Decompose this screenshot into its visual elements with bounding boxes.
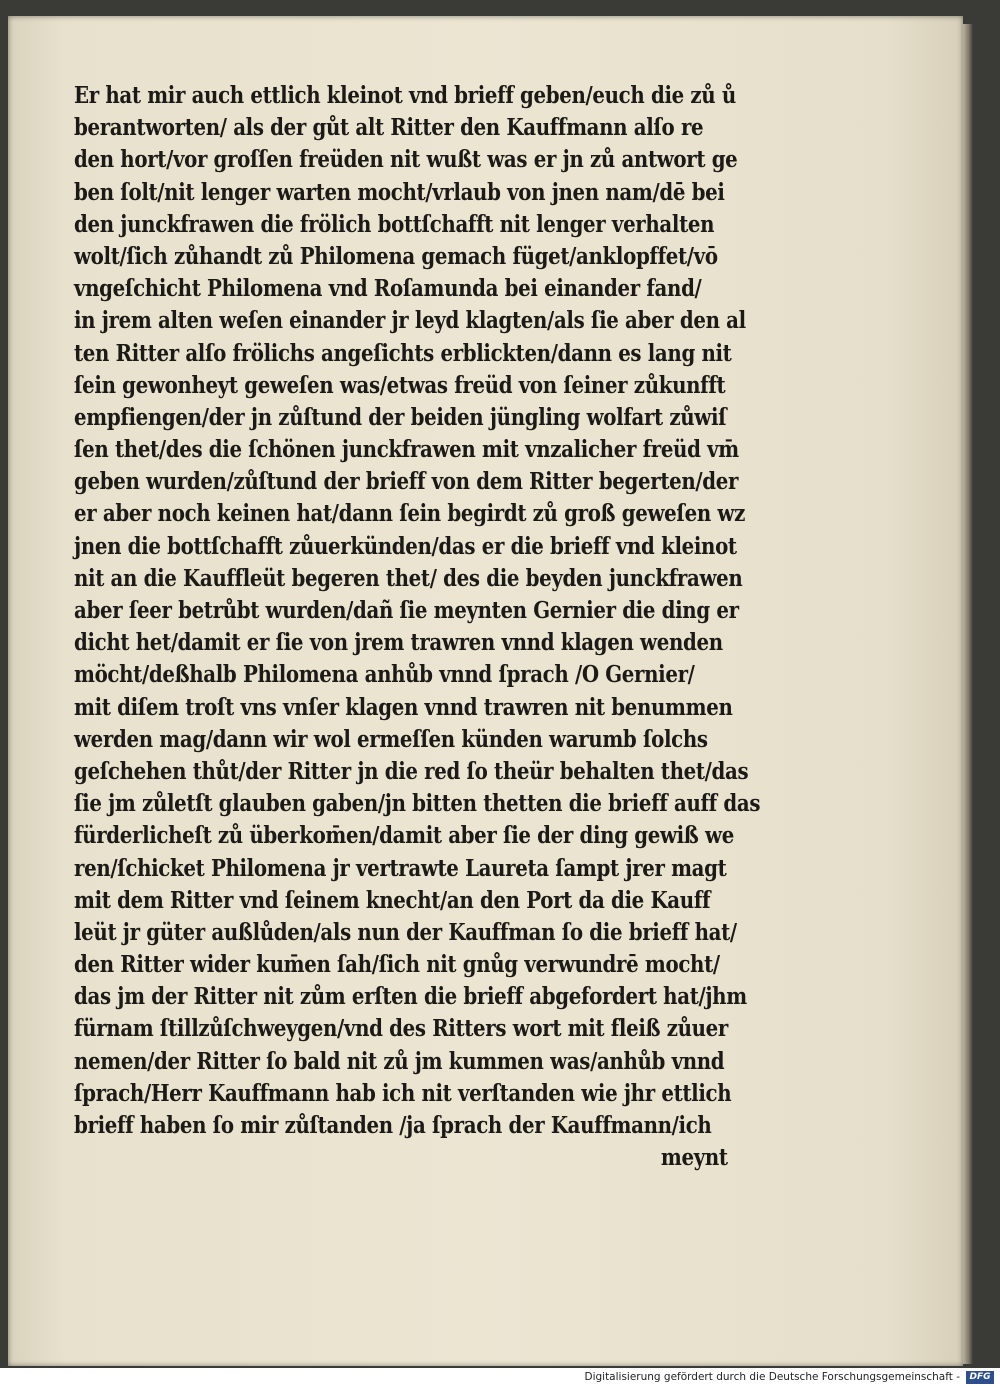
text-line: jnen die bottſchafft zůuerkünden/das er die brieff vnd kleinot <box>74 532 737 560</box>
footer-credit: Digitalisierung gefördert durch die Deutsche Forschungsgemeinschaft - <box>584 1371 960 1383</box>
text-line: fürnam ſtillzůſchweygen/vnd des Ritters wort mit fleiß zůuer <box>74 1015 729 1043</box>
text-line: den junckfrawen die frölich bottſchafft nit lenger verhalten <box>74 210 715 238</box>
text-line: ren/ſchicket Philomena jr vertrawte Laureta ſampt jrer magt <box>74 854 727 882</box>
text-line: das jm der Ritter nit zům erſten die brieff abgefordert hat/jhm <box>74 983 747 1011</box>
page-text-block <box>74 80 824 1174</box>
text-line: er aber noch keinen hat/dann ſein begirdt zů groß geweſen wz <box>74 500 745 528</box>
text-line: ſein gewonheyt geweſen was/etwas freüd von ſeiner zůkunfft <box>74 371 726 399</box>
text-line: geben wurden/zůſtund der brieff von dem Ritter begerten/der <box>74 468 739 496</box>
catchword: meynt <box>660 1144 728 1172</box>
text-line: ten Ritter alſo frölichs angeſichts erblickten/dann es lang nit <box>74 339 732 367</box>
text-line: den Ritter wider kum̄en ſah/ſich nit gnůg verwundrē mocht/ <box>74 951 720 979</box>
text-line: Er hat mir auch ettlich kleinot vnd brieff geben/euch die zů ů <box>74 82 736 109</box>
text-line: in jrem alten weſen einander jr leyd klagten/als ſie aber den al <box>74 307 746 335</box>
digitization-footer <box>0 1368 1000 1388</box>
text-line: ben ſolt/nit lenger warten mocht/vrlaub von jnen nam/dē bei <box>74 178 725 206</box>
text-line: mit diſem troſt vns vnſer klagen vnnd trawren nit benummen <box>74 693 733 721</box>
text-line: wolt/ſich zůhandt zů Philomena gemach füget/anklopffet/vō <box>74 242 718 270</box>
text-line: geſchehen thůt/der Ritter jn die red ſo theür behalten thet/das <box>74 757 749 785</box>
dfg-logo[interactable]: DFG <box>966 1371 994 1384</box>
text-line: ſie jm zůletſt glauben gaben/jn bitten thetten die brieff auff das <box>74 790 761 818</box>
text-line: fürderlicheſt zů überkom̄en/damit aber ſie der ding gewiß we <box>74 822 734 850</box>
text-line: möcht/deßhalb Philomena anhůb vnnd ſprach /O Gernier/ <box>74 661 695 689</box>
text-line: mit dem Ritter vnd ſeinem knecht/an den Port da die Kauff <box>74 886 711 914</box>
text-line: den hort/vor groſſen freüden nit wußt was er jn zů antwort ge <box>74 146 738 174</box>
text-line: vngeſchicht Philomena vnd Roſamunda bei einander fand/ <box>74 275 702 303</box>
text-line: berantworten/ als der gůt alt Ritter den Kauffmann alſo re <box>74 114 704 142</box>
text-line: leüt jr güter außlůden/als nun der Kauffman ſo die brieff hat/ <box>74 918 737 946</box>
text-line: aber ſeer betrůbt wurden/dañ ſie meynten Gernier die ding er <box>74 597 739 624</box>
text-line: dicht het/damit er ſie von jrem trawren vnnd klagen wenden <box>74 629 723 657</box>
text-line: ſen thet/des die ſchönen junckfrawen mit vnzalicher freüd vm̄ <box>74 436 739 464</box>
text-line: ſprach/Herr Kauffmann hab ich nit verſtanden wie jhr ettlich <box>74 1079 732 1107</box>
text-line: empfiengen/der jn zůſtund der beiden jüngling wolfart zůwiſ <box>74 403 727 431</box>
page-edge-shadow <box>963 24 973 1364</box>
text-line: brieff haben ſo mir zůſtanden /ja ſprach der Kauffmann/ich <box>74 1112 712 1139</box>
text-line: nemen/der Ritter ſo bald nit zů jm kummen was/anhůb vnnd <box>74 1047 725 1075</box>
text-line: nit an die Kauffleüt begeren thet/ des die beyden junckfrawen <box>74 564 743 592</box>
text-line: werden mag/dann wir wol ermeſſen künden warumb ſolchs <box>74 725 708 753</box>
